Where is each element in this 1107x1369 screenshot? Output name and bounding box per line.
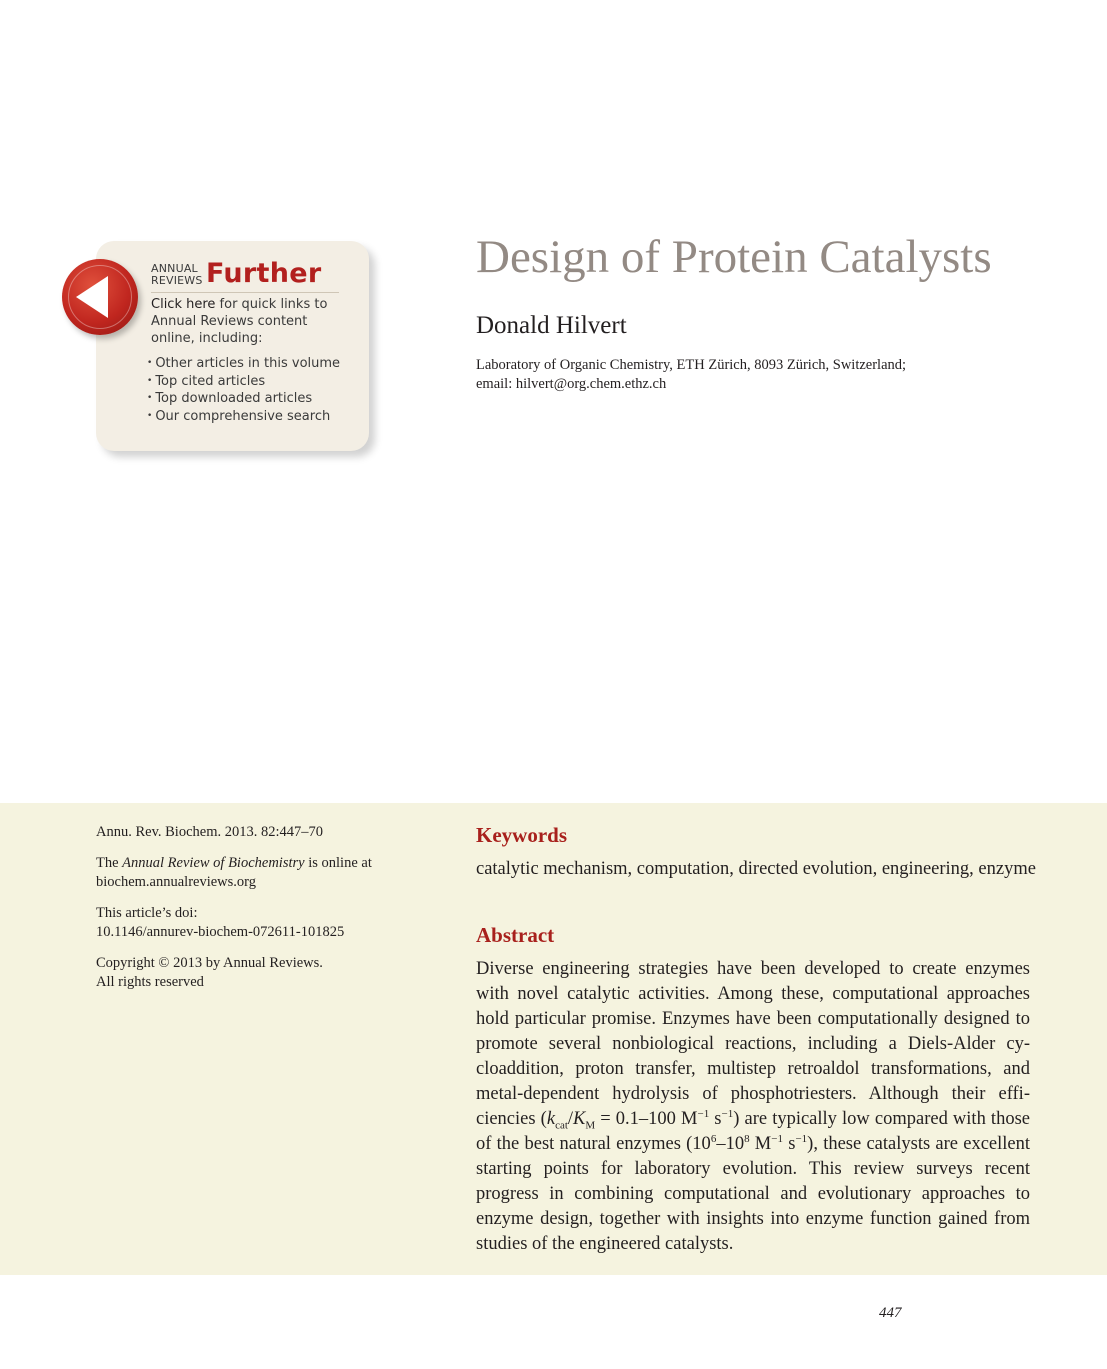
doi: 10.1146/annurev-biochem-072611-101825 <box>96 924 345 940</box>
doi-block: This article’s doi: 10.1146/annurev-biochem-072611-101825 <box>96 904 345 940</box>
further-box[interactable] <box>96 241 369 451</box>
further-item-top-cited[interactable]: • Top cited articles <box>147 373 340 391</box>
article-title: Design of Protein Catalysts <box>476 231 992 283</box>
online-note: The Annual Review of Biochemistry is online at biochem.annualreviews.org <box>96 854 372 890</box>
author-name: Donald Hilvert <box>476 312 627 339</box>
journal-name: Annual Review of Biochemistry <box>122 854 305 871</box>
further-list <box>147 355 340 425</box>
citation: Annu. Rev. Biochem. 2013. 82:447–70 <box>96 824 324 840</box>
affiliation: Laboratory of Organic Chemistry, ETH Zürich, 8093 Zürich, Switzerland; email: hilvert@org.chem.ethz.ch <box>476 356 996 394</box>
copyright: Copyright © 2013 by Annual Reviews. All rights reserved <box>96 954 323 990</box>
further-item-top-downloaded[interactable]: • Top downloaded articles <box>147 390 340 408</box>
divider <box>151 292 339 293</box>
further-item-search[interactable]: • Our comprehensive search <box>147 408 340 426</box>
click-here-link[interactable]: Click here <box>151 297 216 312</box>
further-header <box>151 258 341 295</box>
further-word: Further <box>206 258 322 289</box>
back-arrow-icon[interactable] <box>62 259 138 335</box>
journal-url[interactable]: biochem.annualreviews.org <box>96 874 256 890</box>
keywords-heading: Keywords <box>476 823 567 847</box>
annual-reviews-logo: ANNUAL REVIEWS <box>151 262 203 287</box>
abstract-heading: Abstract <box>476 923 555 947</box>
article-meta <box>96 823 396 1004</box>
page-number: 447 <box>879 1305 902 1321</box>
abstract-text: Diverse engineering strategies have been developed to create enzymes with novel catalytic activities. Among these, computational approaches hold particular promise. Enzymes have been computationally designed to promote several nonbiological reactions, including a Diels-Alder cycloaddition, proton transfer, multistep retroaldol transformations, and metal-dependent hydrolysis of phosphotriesters. Although their efficiencies ($k_{cat}/K_M = 0.1-100$ $M^{-1}$ $s^{-1}$) are typically low compared with those of the best natural enzymes ($10^6-10^8$ $M^{-1}$ $s^{-1}$), these catalysts are excellent starting points for laboratory evolution. This review surveys recent progress in combining computational and evolutionary approaches to enzyme design, together with insights into enzyme function gained from studies of the engineered catalysts. <box>476 959 1030 1254</box>
further-description: Click here for quick links to Annual Reviews content online, including: <box>151 297 328 346</box>
author-email: email: hilvert@org.chem.ethz.ch <box>476 376 667 392</box>
triangle-left-icon <box>76 276 108 318</box>
keywords-text: catalytic mechanism, computation, directed evolution, engineering, enzyme <box>476 859 1036 879</box>
further-item-other-articles[interactable]: • Other articles in this volume <box>147 355 340 373</box>
